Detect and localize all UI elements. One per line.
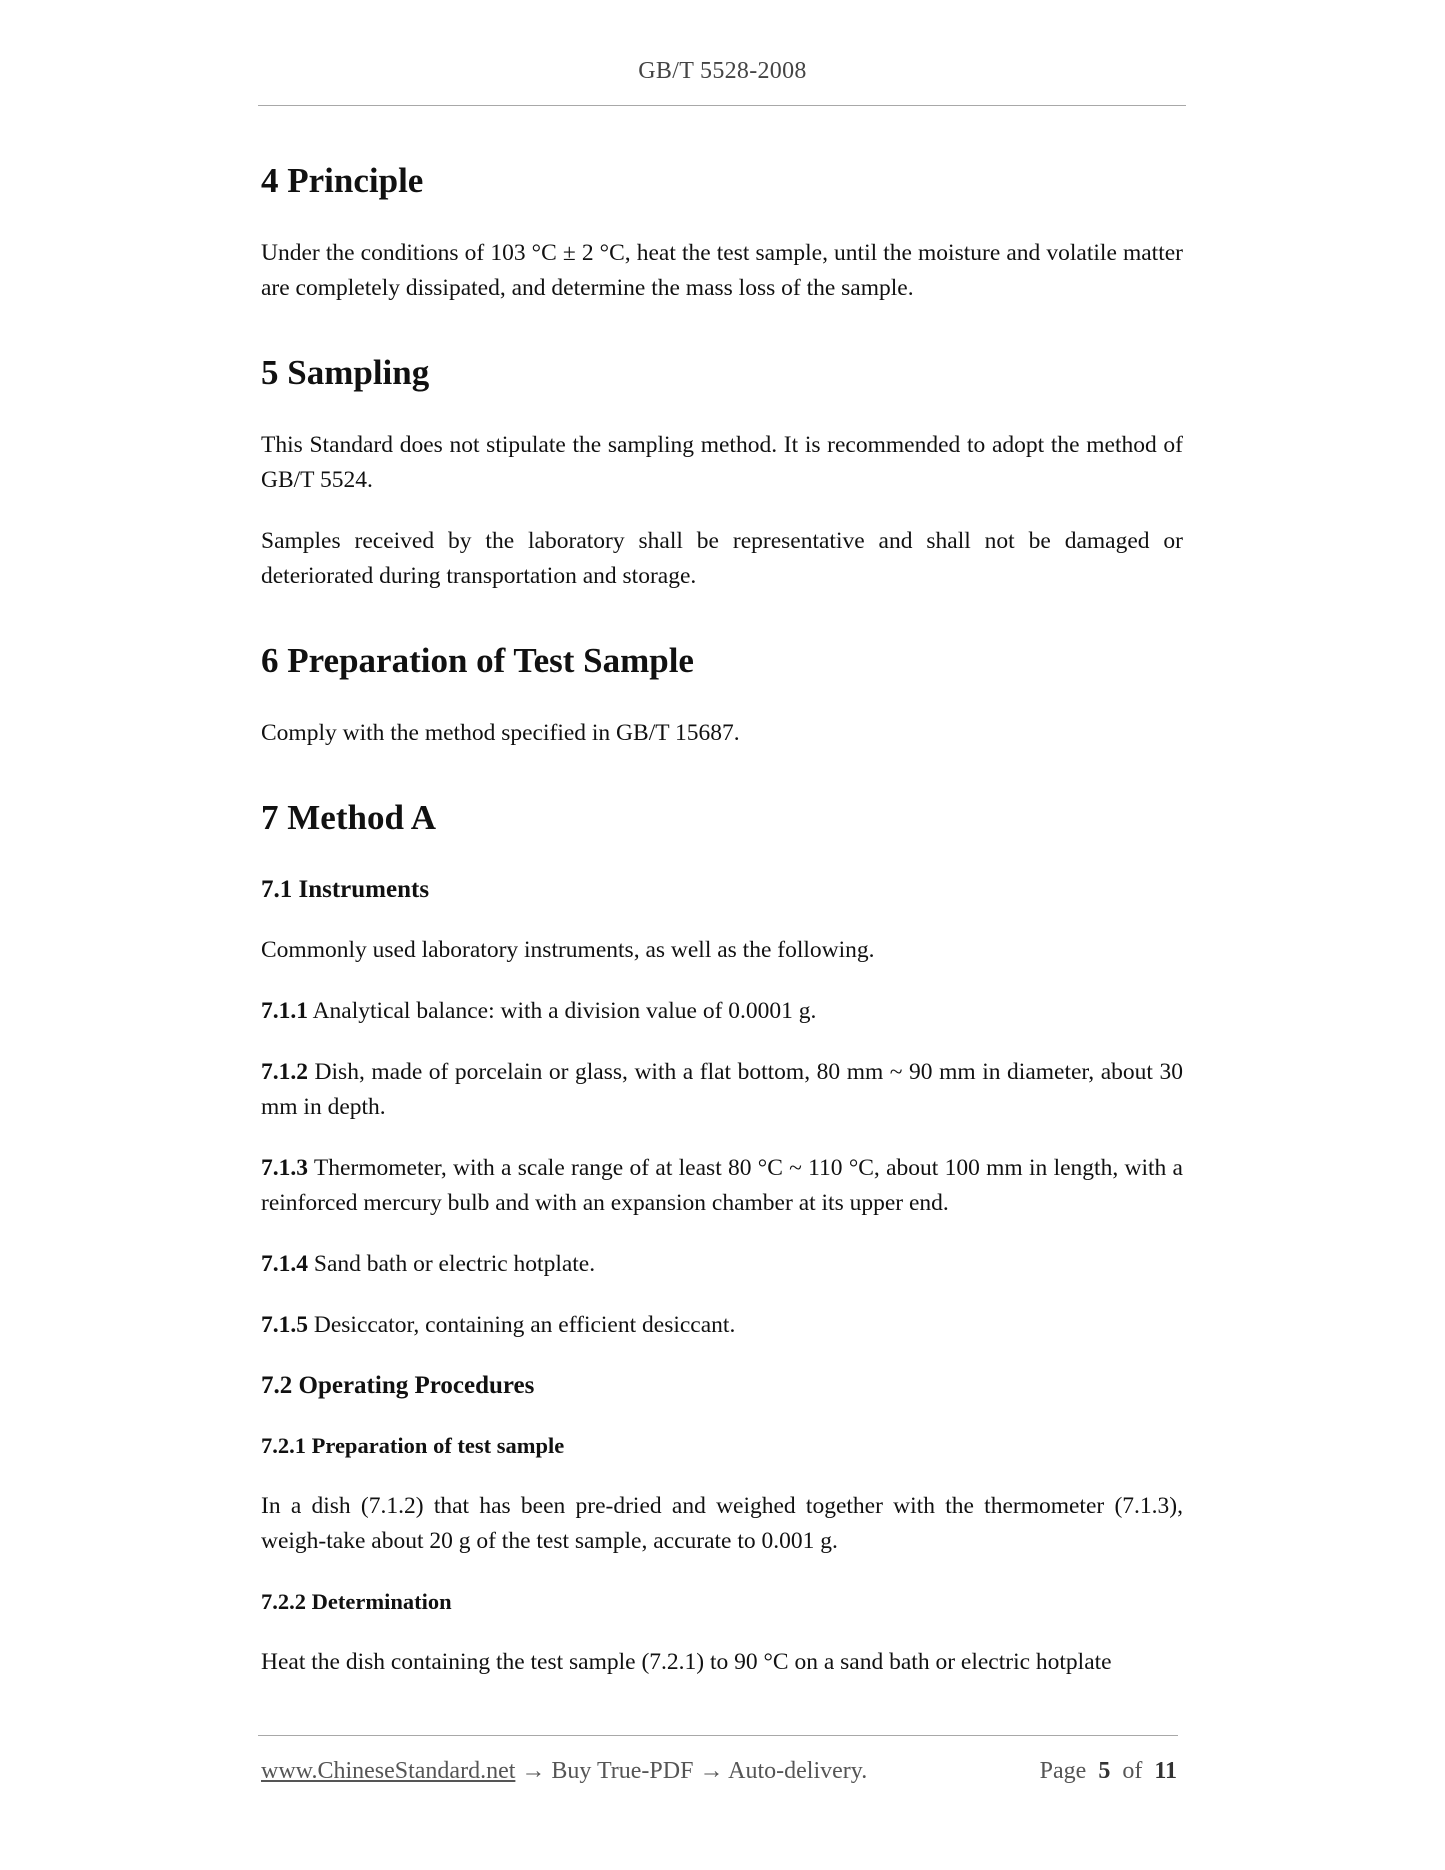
- clause-text: Thermometer, with a scale range of at least 80 °C ~ 110 °C, about 100 mm in length, with a reinforced mercury bulb and with an expansion chamber at its upper end.: [261, 1155, 1183, 1216]
- section-7-2-heading: 7.2 Operating Procedures: [261, 1372, 535, 1399]
- section-5-heading: 5 Sampling: [261, 353, 430, 392]
- section-4-text: Under the conditions of 103 °C ± 2 °C, heat the test sample, until the moisture and volatile matter are completely dissipated, and determine the mass loss of the sample.: [261, 240, 1183, 301]
- page-header: GB/T 5528-2008: [638, 58, 807, 84]
- clause-number: 7.1.2: [261, 1059, 308, 1085]
- current-page: 5: [1098, 1758, 1111, 1784]
- buy-pdf-text: Buy True-PDF: [551, 1758, 694, 1784]
- clause-7-1-4: [261, 1247, 1183, 1282]
- clause-text: Analytical balance: with a division value of 0.0001 g.: [308, 998, 817, 1024]
- site-link[interactable]: www.ChineseStandard.net: [261, 1758, 516, 1784]
- section-4-heading: 4 Principle: [261, 161, 424, 200]
- page-number: [1040, 1758, 1177, 1785]
- section-5-paragraph-2: Samples received by the laboratory shall be representative and shall not be damaged or deteriorated during transportation and storage.: [261, 528, 1183, 589]
- of-label: of: [1122, 1758, 1143, 1784]
- arrow-right-icon: →: [515, 1758, 552, 1784]
- clause-number: 7.1.5: [261, 1312, 308, 1338]
- header-divider: [258, 105, 1186, 106]
- clause-number: 7.1.3: [261, 1155, 308, 1181]
- clause-text: Sand bath or electric hotplate.: [308, 1251, 596, 1277]
- section-6-heading: 6 Preparation of Test Sample: [261, 641, 694, 680]
- section-7-2-2-heading: 7.2.2 Determination: [261, 1589, 452, 1614]
- clause-number: 7.1.1: [261, 998, 308, 1024]
- clause-number: 7.1.4: [261, 1251, 308, 1277]
- total-pages: 11: [1154, 1758, 1177, 1784]
- section-5-paragraph-1: This Standard does not stipulate the sampling method. It is recommended to adopt the method of GB/T 5524.: [261, 432, 1183, 493]
- section-7-2-2-text: Heat the dish containing the test sample (7.2.1) to 90 °C on a sand bath or electric hotplate: [261, 1649, 1112, 1675]
- section-7-2-1-heading: 7.2.1 Preparation of test sample: [261, 1433, 565, 1458]
- section-7-1-heading: 7.1 Instruments: [261, 876, 430, 903]
- clause-text: Desiccator, containing an efficient desiccant.: [308, 1312, 736, 1338]
- footer-promo: [261, 1758, 867, 1785]
- arrow-right-icon: →: [693, 1758, 729, 1784]
- section-7-heading: 7 Method A: [261, 798, 436, 837]
- clause-7-1-5: [261, 1308, 1183, 1343]
- clause-7-1-2: [261, 1055, 1183, 1125]
- clause-text: Dish, made of porcelain or glass, with a flat bottom, 80 mm ~ 90 mm in diameter, about 30 mm in depth.: [261, 1059, 1183, 1120]
- auto-delivery-text: Auto-delivery.: [728, 1758, 868, 1784]
- section-6-text: Comply with the method specified in GB/T 15687.: [261, 720, 740, 746]
- page-label: Page: [1039, 1758, 1087, 1784]
- clause-7-1-1: [261, 994, 1183, 1029]
- section-7-1-intro: Commonly used laboratory instruments, as well as the following.: [261, 937, 875, 963]
- section-7-2-1-text: In a dish (7.1.2) that has been pre-dried and weighed together with the thermometer (7.1.3), weigh-take about 20 g of the test sample, accurate to 0.001 g.: [261, 1493, 1183, 1554]
- page-footer: [261, 1758, 1181, 1792]
- footer-divider: [258, 1735, 1178, 1736]
- page-body: [261, 160, 1183, 1680]
- clause-7-1-3: [261, 1151, 1183, 1221]
